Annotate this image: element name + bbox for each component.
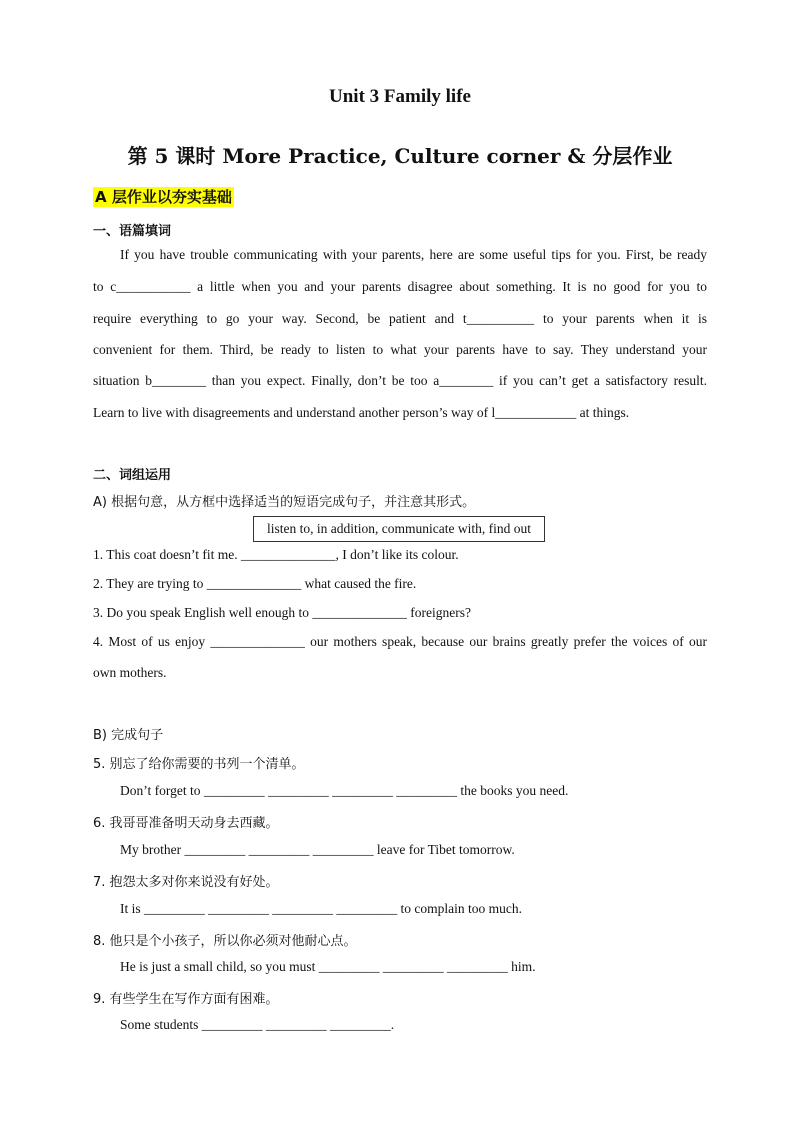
question-6-english: My brother _________ _________ _________ leave for Tibet tomorrow. [120,842,515,857]
passage-line-2: to c___________ a little when you and your parents disagree about something. It is no good for you to [93,279,707,294]
question-9-chinese: 9. 有些学生在写作方面有困难。 [93,992,279,1007]
part2b-instruction: B) 完成句子 [93,728,164,743]
question-5-chinese: 5. 别忘了给你需要的书列一个清单。 [93,757,305,772]
question-5-english: Don’t forget to _________ _________ _________ _________ the books you need. [120,783,569,798]
question-1: 1. This coat doesn’t fit me. ______________, I don’t like its colour. [93,547,459,562]
part1-heading: 一、语篇填词 [93,224,172,239]
layer-a-heading-text: A 层作业以夯实基础 [95,188,232,206]
part2a-instruction: A) 根据句意，从方框中选择适当的短语完成句子，并注意其形式。 [93,495,476,510]
passage-line-3: require everything to go your way. Second, be patient and t__________ to your parents when it is [93,311,707,326]
passage-line-6: Learn to live with disagreements and understand another person’s way of l____________ at things. [93,405,630,420]
question-7-chinese: 7. 抱怨太多对你来说没有好处。 [93,875,279,890]
question-9-english: Some students _________ _________ _________. [120,1017,395,1032]
question-6-chinese: 6. 我哥哥准备明天动身去西藏。 [93,816,279,831]
page-subtitle: 第 5 课时 More Practice, Culture corner & 分层作业 [127,144,673,168]
passage-line-4: convenient for them. Third, be ready to listen to what your parents have to say. They understand your [93,342,707,357]
passage-line-1: If you have trouble communicating with your parents, here are some useful tips for you. First, be ready [120,247,707,262]
question-3: 3. Do you speak English well enough to ______________ foreigners? [93,605,471,620]
part2-heading: 二、词组运用 [93,468,172,483]
question-4-line-1: 4. Most of us enjoy ______________ our mothers speak, because our brains greatly prefer the voices of our [93,634,707,649]
page-title: Unit 3 Family life [329,86,471,107]
question-8-chinese: 8. 他只是个小孩子，所以你必须对他耐心点。 [93,934,357,949]
question-4-line-2: own mothers. [93,665,167,680]
layer-a-heading [93,186,234,207]
passage-line-5: situation b________ than you expect. Finally, don’t be too a________ if you can’t get a satisfactory result. [93,373,707,388]
word-box: listen to, in addition, communicate with, find out [253,516,545,542]
question-8-english: He is just a small child, so you must _________ _________ _________ him. [120,959,536,974]
question-2: 2. They are trying to ______________ what caused the fire. [93,576,417,591]
question-7-english: It is _________ _________ _________ _________ to complain too much. [120,901,522,916]
